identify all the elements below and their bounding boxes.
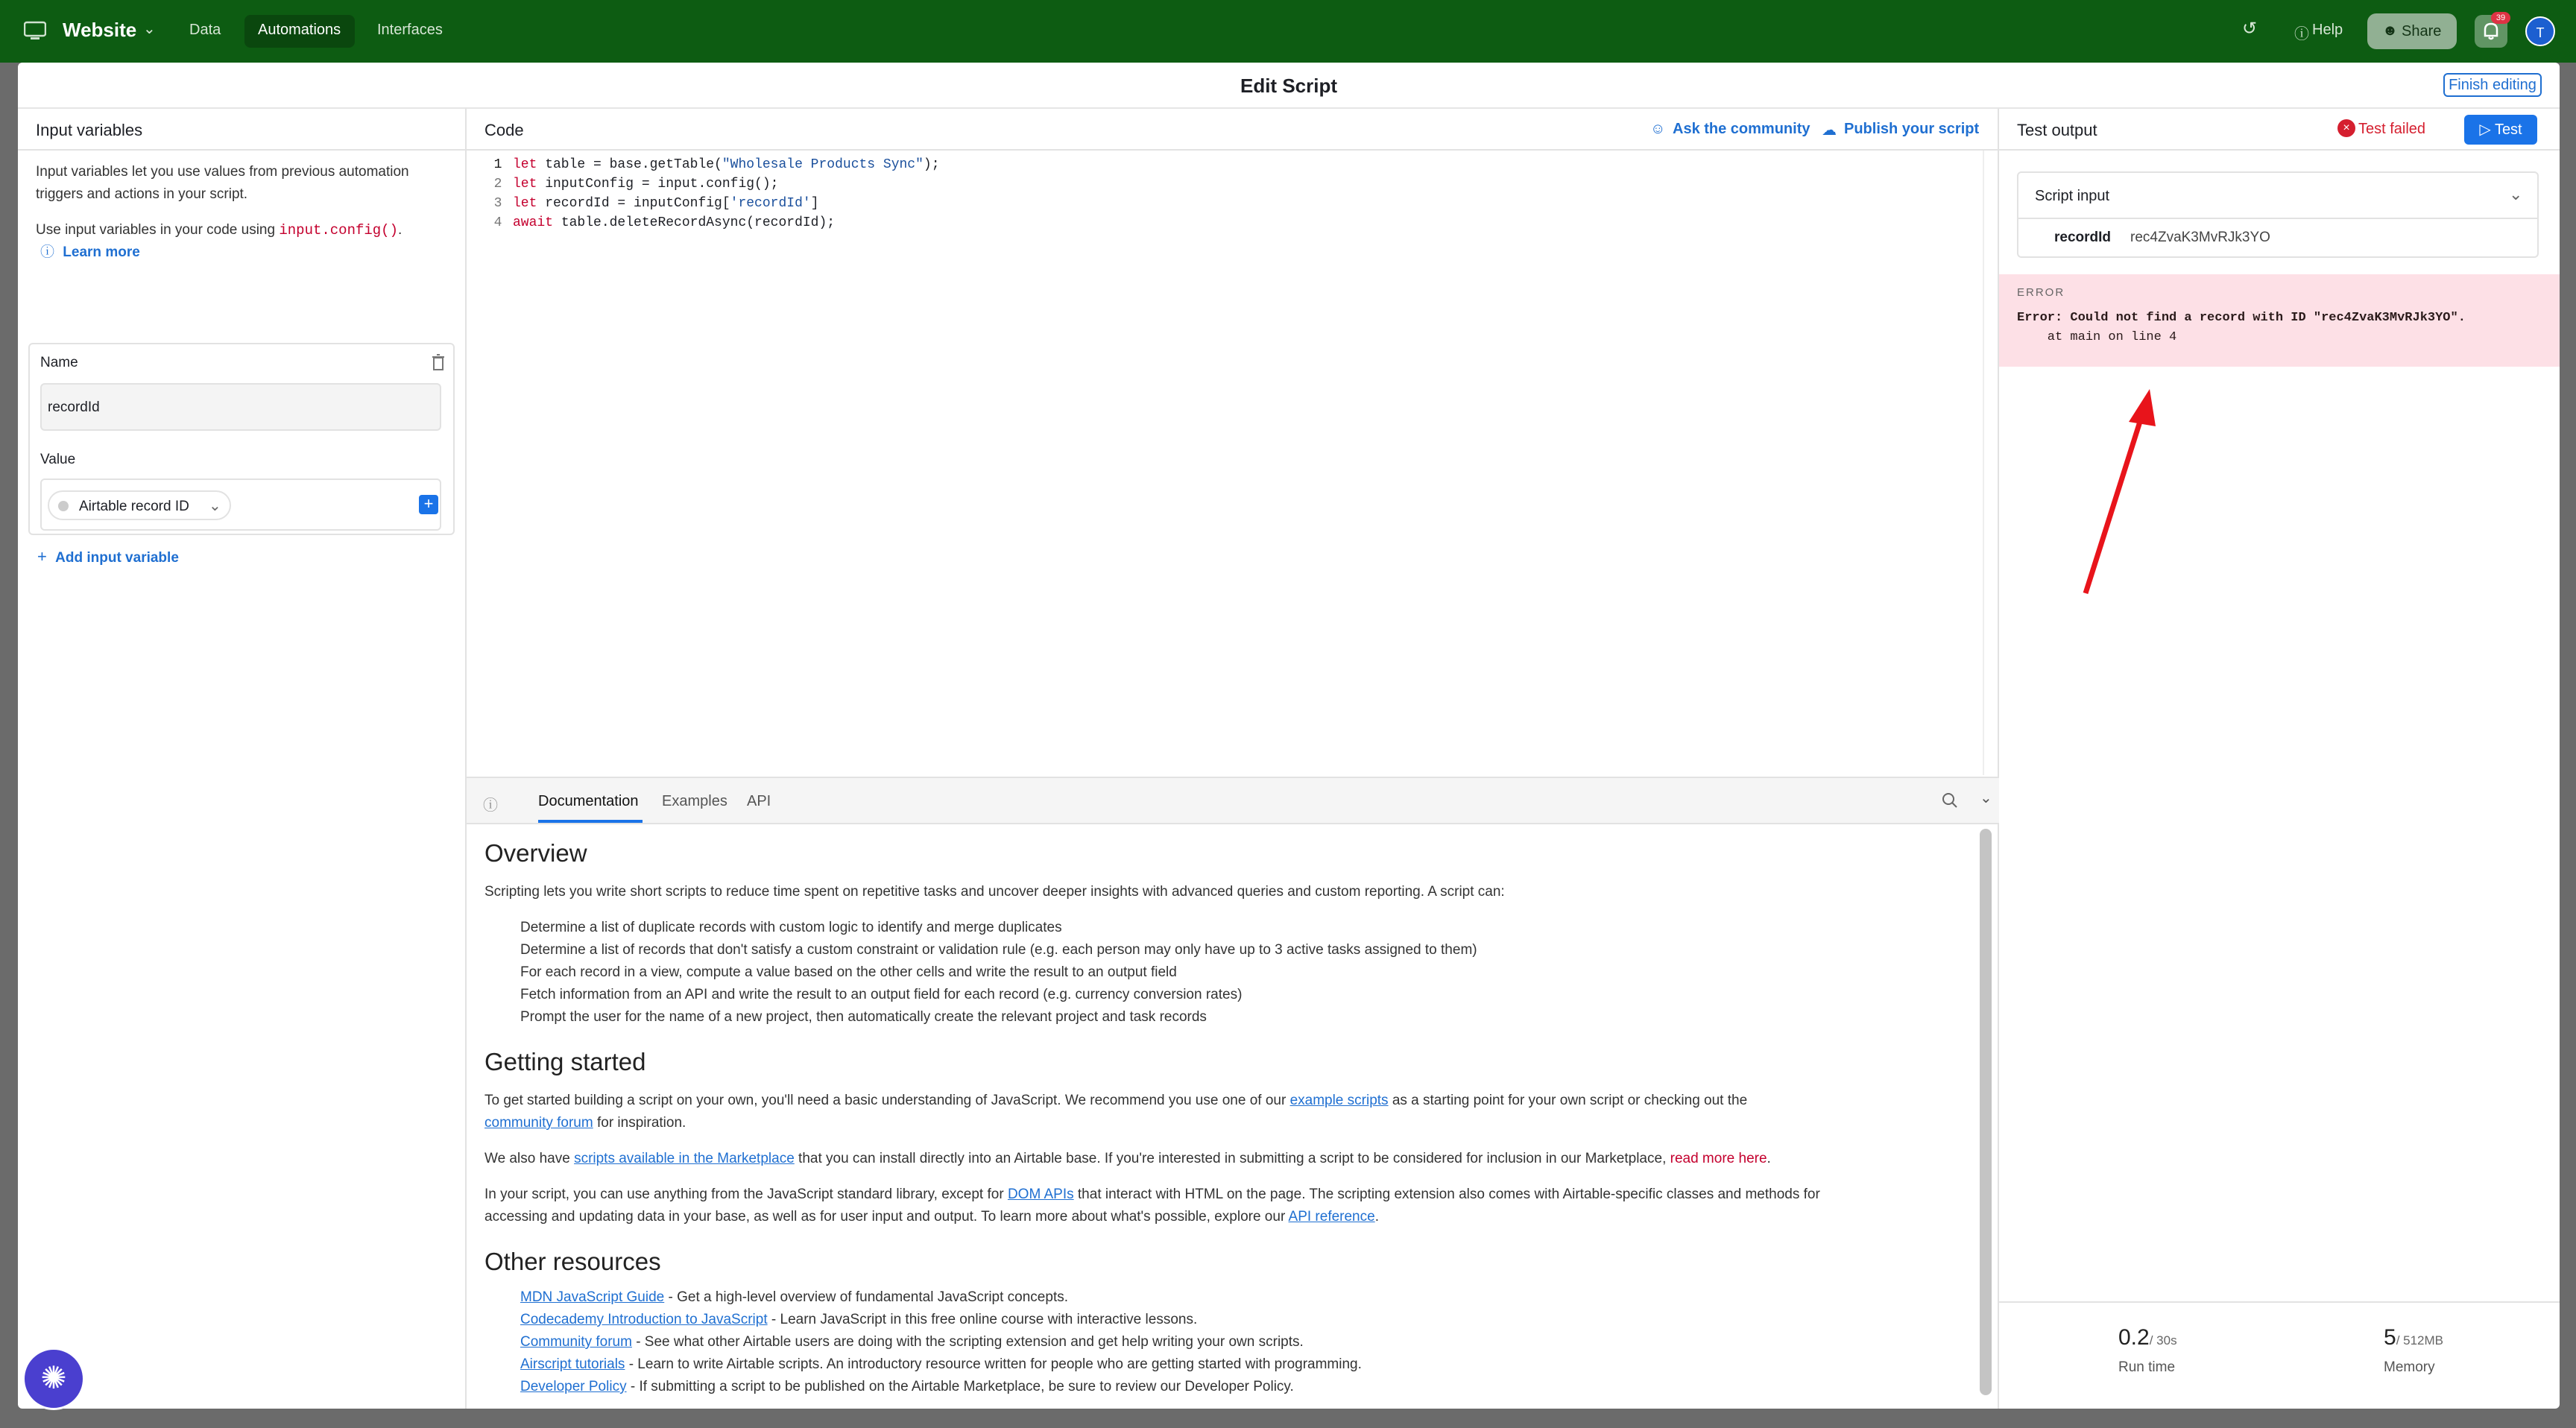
runtime-value (2118, 1325, 2177, 1350)
getting-started-heading: Getting started (484, 1048, 646, 1075)
add-input-variable-label: Add input variable (55, 550, 179, 566)
play-icon: ▷ (2479, 121, 2495, 138)
base-name[interactable]: Website (63, 19, 137, 41)
chevron-down-icon[interactable]: ⌄ (143, 21, 156, 37)
share-button[interactable] (2367, 13, 2457, 49)
read-more-link[interactable]: read more here (1670, 1151, 1767, 1166)
resource-text: - See what other Airtable users are doing with the scripting extension and get help writing your own scripts. (631, 1334, 1304, 1350)
record-id-pill-label: Airtable record ID (79, 499, 189, 514)
cloud-upload-icon: ☁ (1822, 122, 1837, 139)
panel-header (467, 109, 1998, 151)
help-circle-icon: ⓘ (483, 797, 498, 814)
token-dot-icon (58, 501, 69, 511)
input-key: recordId (2054, 230, 2112, 245)
error-location: at main on line 4 (2017, 330, 2177, 344)
docs-scrollbar[interactable] (1980, 829, 1992, 1395)
code-line: 2 let inputConfig = input.config(); (493, 177, 779, 192)
runtime-number: 0.2 (2118, 1325, 2150, 1350)
resource-text: - If submitting a script to be published on the Airtable Marketplace, be sure to review our Developer Policy. (626, 1379, 1294, 1394)
community-forum-link[interactable]: community forum (484, 1115, 593, 1131)
resource-text: - Learn to write Airtable scripts. An introductory resource written for people who are getting started with programming. (625, 1356, 1362, 1372)
resource-item (520, 1376, 1294, 1398)
gs-p3-text: that interact with HTML on the page. The scripting extension also comes with Airtable-specific classes and methods for (1073, 1187, 1820, 1202)
value-label: Value (40, 452, 76, 467)
share-label: Share (2402, 23, 2442, 40)
learn-more-link[interactable]: Learn more (63, 244, 140, 260)
code-line: 3 let recordId = inputConfig['recordId'] (493, 196, 819, 211)
resource-link[interactable]: Airscript tutorials (520, 1356, 625, 1372)
gs-paragraph-3 (484, 1184, 1975, 1228)
resource-link[interactable]: Developer Policy (520, 1379, 627, 1394)
overview-item: For each record in a view, compute a value based on the other cells and write the result to an output field (520, 964, 1177, 980)
resource-item (520, 1331, 1304, 1353)
error-label: ERROR (2017, 286, 2065, 299)
tab-api[interactable]: API (747, 793, 771, 809)
chevron-down-icon: ⌄ (209, 498, 221, 514)
panel-header (18, 109, 465, 151)
search-icon[interactable] (1941, 792, 1959, 809)
gs-p2-text: We also have (484, 1151, 575, 1166)
overview-heading: Overview (484, 839, 587, 867)
error-message: Error: Could not find a record with ID "rec4ZvaK3MvRJk3YO". (2017, 311, 2466, 325)
chevron-down-icon[interactable]: ⌄ (2509, 185, 2523, 203)
resource-item (520, 1286, 1068, 1309)
active-tab-indicator (538, 820, 643, 823)
ask-community-link[interactable]: Ask the community (1673, 121, 1811, 137)
divider (2018, 218, 2537, 219)
resource-link[interactable]: Community forum (520, 1334, 632, 1350)
value-field[interactable] (40, 478, 441, 531)
gs-p3-text: . (1374, 1209, 1379, 1225)
editor-scrollbar[interactable] (1983, 151, 1999, 775)
runtime-max: / 30s (2149, 1333, 2177, 1348)
input-variable-card (28, 343, 455, 535)
help-icon: ⓘ (2294, 26, 2309, 42)
input-value: rec4ZvaK3MvRJk3YO (2130, 230, 2270, 245)
tab-examples[interactable]: Examples (662, 793, 727, 809)
resource-link[interactable]: Codecademy Introduction to JavaScript (520, 1312, 768, 1327)
annotation-arrow-icon (2072, 383, 2162, 599)
people-icon: ☺ (1650, 121, 1666, 137)
modal-title: Edit Script (18, 63, 2560, 109)
help-link[interactable]: Help (2312, 22, 2343, 38)
code-line: 4 await table.deleteRecordAsync(recordId); (493, 215, 836, 230)
tab-documentation[interactable]: Documentation (538, 793, 639, 809)
usage-code: input.config() (279, 222, 398, 238)
marketplace-link[interactable]: scripts available in the Marketplace (574, 1151, 795, 1166)
learn-more[interactable] (40, 241, 458, 264)
name-label: Name (40, 355, 78, 370)
dom-apis-link[interactable]: DOM APIs (1007, 1187, 1074, 1202)
memory-label: Memory (2384, 1359, 2435, 1375)
panel-title: Input variables (36, 121, 143, 139)
edit-script-modal (18, 63, 2560, 1409)
top-bar (0, 0, 2576, 63)
insert-token-button[interactable]: + (419, 495, 438, 514)
gs-p2-text: that you can install directly into an Airtable base. If you're interested in submitting a script to be considered for inclusion in our Marketplace, (794, 1151, 1670, 1166)
gs-p3-text: accessing and updating data in your base, as well as for user input and output. To learn more about what's possible, explore our (484, 1209, 1289, 1225)
panel-title: Test output (2017, 121, 2097, 139)
code-panel (467, 109, 1999, 1409)
resource-text: - Get a high-level overview of fundamental JavaScript concepts. (664, 1289, 1069, 1305)
publish-script-link[interactable]: Publish your script (1844, 121, 1980, 137)
gs-p1-text: for inspiration. (593, 1115, 686, 1131)
code-line: 1 let table = base.getTable("Wholesale Products Sync"); (493, 157, 940, 172)
memory-value (2384, 1325, 2443, 1350)
input-variables-panel (18, 109, 467, 1409)
resource-text: - Learn JavaScript in this free online course with interactive lessons. (767, 1312, 1198, 1327)
overview-item: Prompt the user for the name of a new project, then automatically create the relevant project and task records (520, 1009, 1207, 1025)
memory-max: / 512MB (2396, 1333, 2443, 1348)
api-reference-link[interactable]: API reference (1288, 1209, 1375, 1225)
nav-data[interactable]: Data (189, 22, 221, 38)
gs-p3-text: In your script, you can use anything from the JavaScript standard library, except for (484, 1187, 1008, 1202)
error-x-icon: × (2337, 119, 2355, 137)
history-icon[interactable]: ↺ (2242, 19, 2258, 39)
script-input-title: Script input (2035, 188, 2110, 204)
avatar[interactable]: T (2525, 16, 2555, 46)
docs-panel (467, 777, 1999, 1409)
script-input-card (2017, 171, 2539, 258)
test-button-label: Test (2494, 121, 2522, 138)
test-output-panel (1999, 109, 2560, 1409)
intro-line-2: triggers and actions in your script. (36, 186, 248, 202)
overview-paragraph: Scripting lets you write short scripts to reduce time spent on repetitive tasks and uncover deeper insights with advanced queries and custom reporting. A script can: (484, 884, 1505, 900)
gs-paragraph-2 (484, 1148, 1975, 1170)
finish-editing-button[interactable]: Finish editing (2443, 73, 2542, 97)
usage-prefix: Use input variables in your code using (36, 222, 280, 238)
intro-line-1: Input variables let you use values from previous automation (36, 164, 409, 180)
trash-icon[interactable] (431, 353, 446, 371)
base-icon (24, 21, 46, 40)
overview-item: Fetch information from an API and write the result to an output field for each record (e.g. currency conversion rates) (520, 987, 1243, 1002)
plus-icon: + (37, 547, 47, 566)
usage-text (36, 219, 453, 241)
error-box (1999, 274, 2560, 367)
overview-item: Determine a list of records that don't satisfy a custom constraint or validation rule (e.g. each person may only have up to 3 active tasks assigned to them) (520, 942, 1477, 958)
chevron-down-icon[interactable]: ⌄ (1980, 790, 1992, 806)
resource-item (520, 1353, 1362, 1376)
name-value: recordId (48, 399, 100, 415)
usage-suffix: . (398, 222, 402, 238)
notification-count: 39 (2491, 12, 2510, 24)
nav-automations[interactable]: Automations (258, 22, 341, 38)
runtime-label: Run time (2118, 1359, 2176, 1375)
gs-p1-text: as a starting point for your own script or checking out the (1388, 1093, 1748, 1108)
gs-paragraph-1 (484, 1090, 1975, 1134)
resource-item (520, 1309, 1197, 1331)
assistant-icon[interactable]: ✺ (22, 1348, 85, 1410)
other-resources-heading: Other resources (484, 1248, 661, 1275)
resource-link[interactable]: MDN JavaScript Guide (520, 1289, 665, 1305)
people-icon: ☻ (2382, 22, 2399, 39)
help-circle-icon: ⓘ (40, 244, 55, 260)
memory-number: 5 (2384, 1325, 2396, 1350)
stats-footer (1999, 1301, 2560, 1409)
nav-interfaces[interactable]: Interfaces (377, 22, 443, 38)
test-status: Test failed (2358, 121, 2426, 137)
overview-item: Determine a list of duplicate records with custom logic to identify and merge duplicates (520, 920, 1062, 935)
name-field[interactable] (40, 383, 441, 431)
code-editor[interactable] (467, 151, 1983, 775)
panel-header (1999, 109, 2560, 151)
panel-title: Code (484, 121, 524, 139)
add-input-variable[interactable] (37, 546, 455, 569)
test-button[interactable] (2464, 115, 2537, 145)
gs-p1-text: To get started building a script on your own, you'll need a basic understanding of JavaScript. We recommend you use one of our (484, 1093, 1290, 1108)
docs-tabs (467, 778, 1999, 824)
gs-p2-text: . (1767, 1151, 1771, 1166)
example-scripts-link[interactable]: example scripts (1289, 1093, 1389, 1108)
record-id-pill[interactable] (48, 490, 231, 520)
